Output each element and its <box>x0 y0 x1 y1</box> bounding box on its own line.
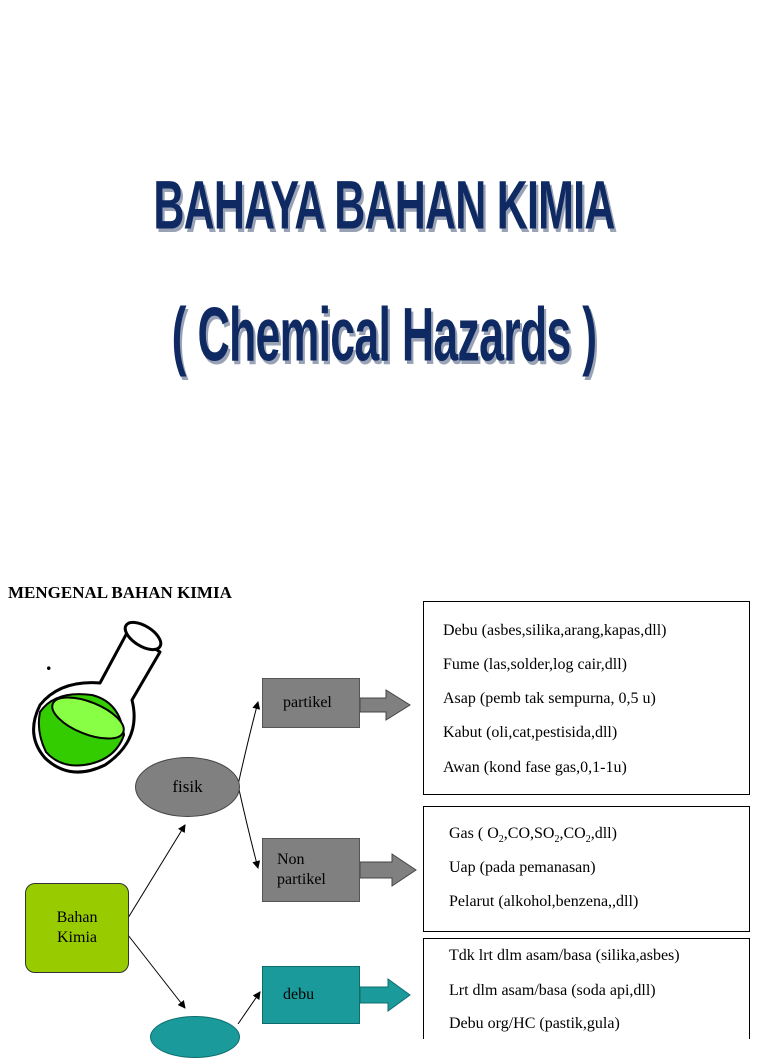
node-debu: debu <box>262 966 360 1024</box>
page-subtitle: ( Chemical Hazards ) <box>171 293 597 378</box>
arrow-right-icon <box>360 854 416 886</box>
node-fisik: fisik <box>135 757 240 817</box>
partikel-list <box>423 601 750 795</box>
node-bahan-kimia-line1: Bahan <box>56 909 98 926</box>
arrow-right-icon <box>360 979 410 1011</box>
node-partikel: partikel <box>262 678 360 728</box>
list-item: Awan (kond fase gas,0,1-1u) <box>443 759 627 776</box>
node-bahan-kimia-line2: Kimia <box>57 929 97 946</box>
list-item: Tdk lrt dlm asam/basa (silika,asbes) <box>449 947 680 964</box>
node-non-partikel-line1: Non <box>277 851 305 868</box>
bullet-dot: . <box>46 650 52 675</box>
list-item: Debu org/HC (pastik,gula) <box>449 1015 620 1032</box>
section-heading: MENGENAL BAHAN KIMIA <box>8 583 232 602</box>
arrow-right-icon <box>360 690 410 720</box>
node-non-partikel <box>262 838 360 902</box>
flask-icon <box>34 617 166 772</box>
non-partikel-list <box>423 806 750 932</box>
list-item: Lrt dlm asam/basa (soda api,dll) <box>449 982 656 999</box>
list-item: Uap (pada pemanasan) <box>449 859 596 876</box>
list-item: Debu (asbes,silika,arang,kapas,dll) <box>443 622 667 639</box>
node-kimia-ellipse <box>150 1016 240 1058</box>
page-title: BAHAYA BAHAN KIMIA <box>153 167 615 244</box>
list-item: Fume (las,solder,log cair,dll) <box>443 656 628 673</box>
node-non-partikel-line2: partikel <box>277 871 326 888</box>
node-bahan-kimia <box>25 883 129 973</box>
list-item: Asap (pemb tak sempurna, 0,5 u) <box>443 690 656 707</box>
list-item: Pelarut (alkohol,benzena,,dll) <box>449 893 639 910</box>
list-item: Kabut (oli,cat,pestisida,dll) <box>443 724 618 741</box>
list-item: Gas ( $O_2,CO,SO_2,CO_2,dll$) <box>449 825 617 846</box>
